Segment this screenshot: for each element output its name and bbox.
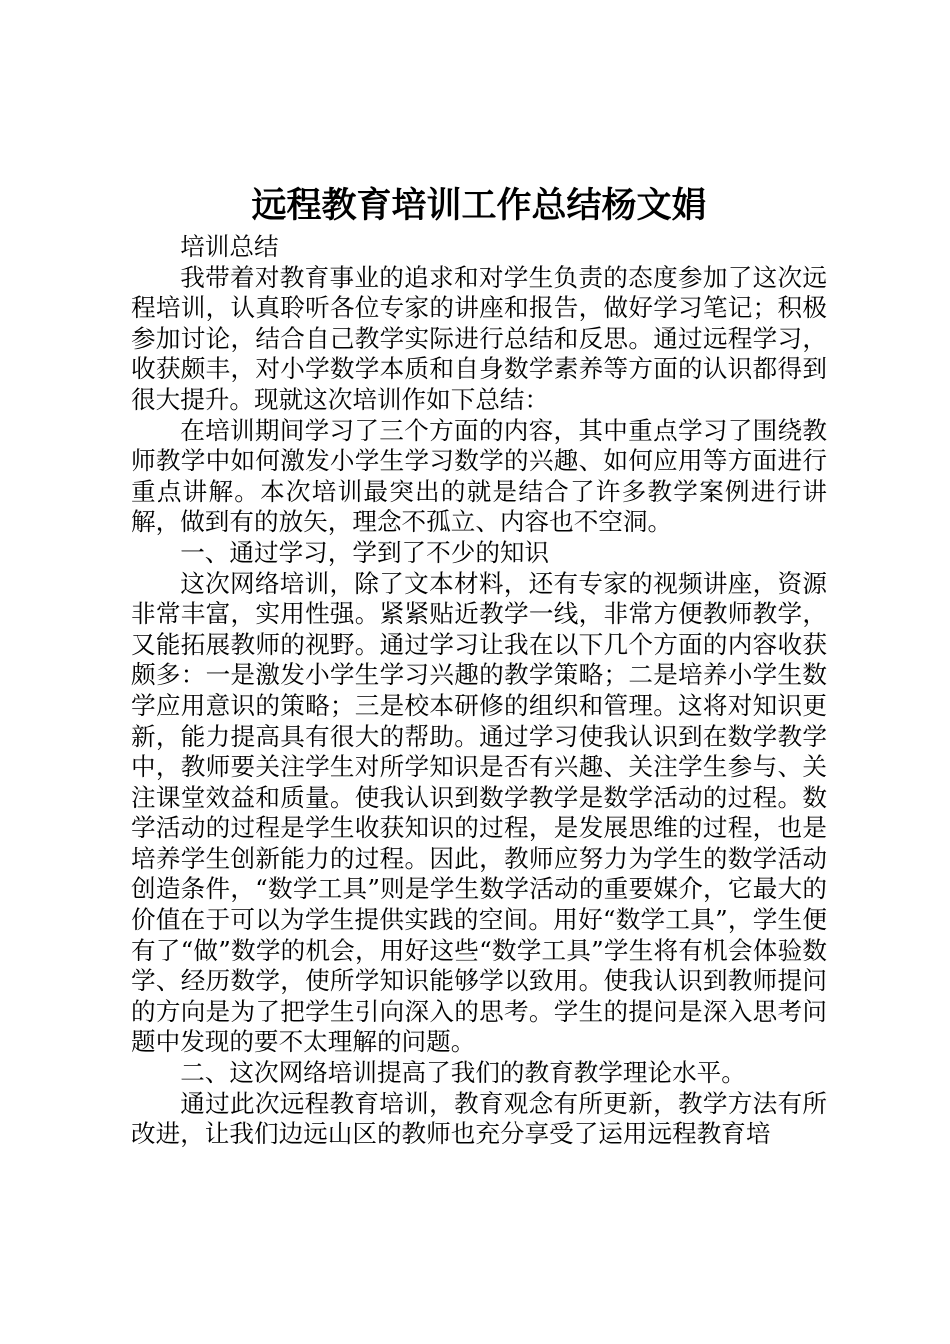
document-body — [131, 232, 827, 1150]
section-label-training-summary: 培训总结 — [180, 232, 279, 261]
paragraph-intro: 我带着对教育事业的追求和对学生负责的态度参加了这次远程培训，认真聆听各位专家的讲座和报告，做好学习笔记；积极参加讨论，结合自己教学实际进行总结和反思。通过远程学习，收获颇丰，对小学数学本质和自身数学素养等方面的认识都得到很大提升。现就这次培训作如下总结： — [131, 262, 827, 414]
paragraph-theory: 通过此次远程教育培训，教育观念有所更新，教学方法有所改进，让我们边远山区的教师也充分享受了运用远程教育培 — [131, 1088, 827, 1149]
paragraph-knowledge: 这次网络培训，除了文本材料，还有专家的视频讲座，资源非常丰富，实用性强。紧紧贴近教学一线，非常方便教师教学，又能拓展教师的视野。通过学习让我在以下几个方面的内容收获颇多：一是激发小学生学习兴趣的教学策略；二是培养小学生数学应用意识的策略；三是校本研修的组织和管理。这将对知识更新，能力提高具有很大的帮助。通过学习使我认识到在数学教学中，教师要关注学生对所学知识是否有兴趣、关注学生参与、关注课堂效益和质量。使我认识到数学教学是数学活动的过程。数学活动的过程是学生收获知识的过程，是发展思维的过程，也是培养学生创新能力的过程。因此，教师应努力为学生的数学活动创造条件，“数学工具”则是学生数学活动的重要媒介，它最大的价值在于可以为学生提供实践的空间。用好“数学工具”，学生便有了“做”数学的机会，用好这些“数学工具”学生将有机会体验数学、经历数学，使所学知识能够学以致用。使我认识到教师提问的方向是为了把学生引向深入的思考。学生的提问是深入思考问题中发现的要不太理解的问题。 — [131, 568, 827, 1057]
section-heading-two: 二、这次网络培训提高了我们的教育教学理论水平。 — [180, 1058, 746, 1088]
section-heading-one: 一、通过学习，学到了不少的知识 — [180, 537, 550, 567]
paragraph-training-content: 在培训期间学习了三个方面的内容，其中重点学习了围绕教师教学中如何激发小学生学习数学的兴趣、如何应用等方面进行重点讲解。本次培训最突出的就是结合了许多教学案例进行讲解，做到有的放矢，理念不孤立、内容也不空洞。 — [131, 415, 827, 537]
document-title: 远程教育培训工作总结杨文娟 — [251, 186, 707, 226]
